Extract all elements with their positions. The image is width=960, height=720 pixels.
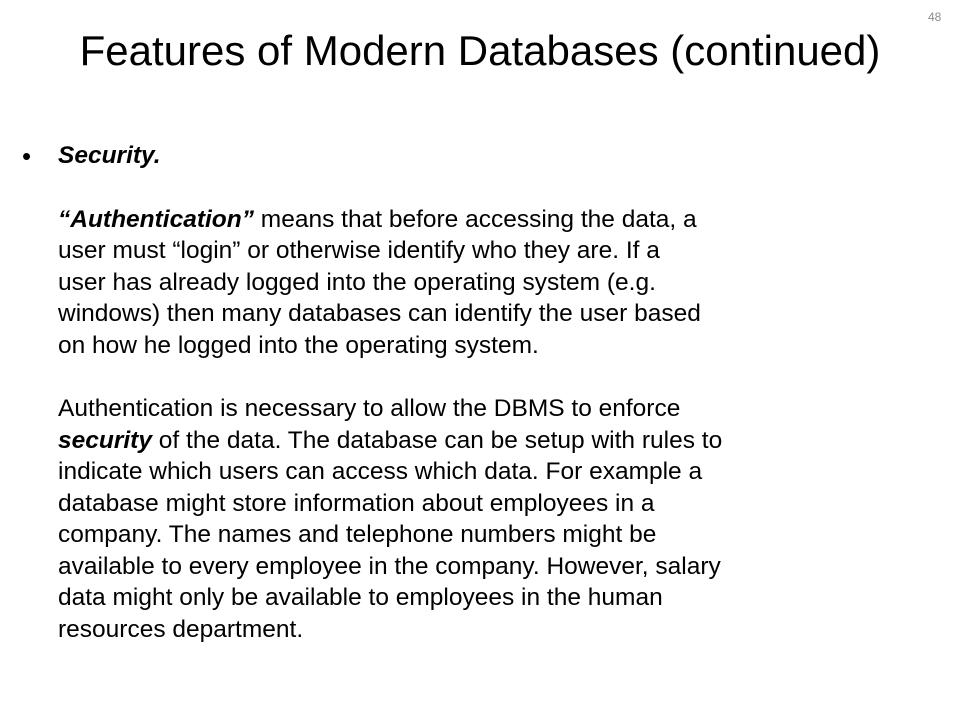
paragraph-line: company. The names and telephone numbers might be <box>58 521 657 548</box>
paragraph-line: indicate which users can access which data. For example a <box>58 458 703 485</box>
paragraph-line: on how he logged into the operating system. <box>58 331 539 359</box>
paragraph-line: windows) then many databases can identify the user based <box>58 300 701 327</box>
paragraph-line: user must “login” or otherwise identify who they are. If a <box>58 237 660 264</box>
security-term: security <box>58 426 152 454</box>
authentication-paragraph <box>58 204 940 362</box>
bullet-dot-icon: • <box>22 141 32 171</box>
paragraph-line <box>58 425 940 457</box>
paragraph-line: user has already logged into the operating system (e.g. <box>58 268 656 296</box>
bullet-item-security <box>22 140 940 645</box>
security-paragraph <box>58 393 940 645</box>
authentication-term: “Authentication” <box>58 205 254 233</box>
paragraph-line: data might only be available to employees in the human <box>58 584 663 611</box>
paragraph-text: means that before accessing the data, a <box>254 205 697 233</box>
bullet-list <box>22 140 940 645</box>
paragraph-line: Authentication is necessary to allow the DBMS to enforce <box>58 395 681 422</box>
slide-number: 48 <box>928 10 942 24</box>
paragraph-line: database might store information about employees in a <box>58 489 655 517</box>
paragraph-line: available to every employee in the company. However, salary <box>58 552 721 580</box>
paragraph-line: resources department. <box>58 615 304 643</box>
paragraph-text: of the data. The database can be setup with rules to <box>151 426 723 454</box>
paragraph-line <box>58 204 940 236</box>
bullet-heading: Security. <box>58 142 161 169</box>
slide-title: Features of Modern Databases (continued) <box>79 27 881 74</box>
